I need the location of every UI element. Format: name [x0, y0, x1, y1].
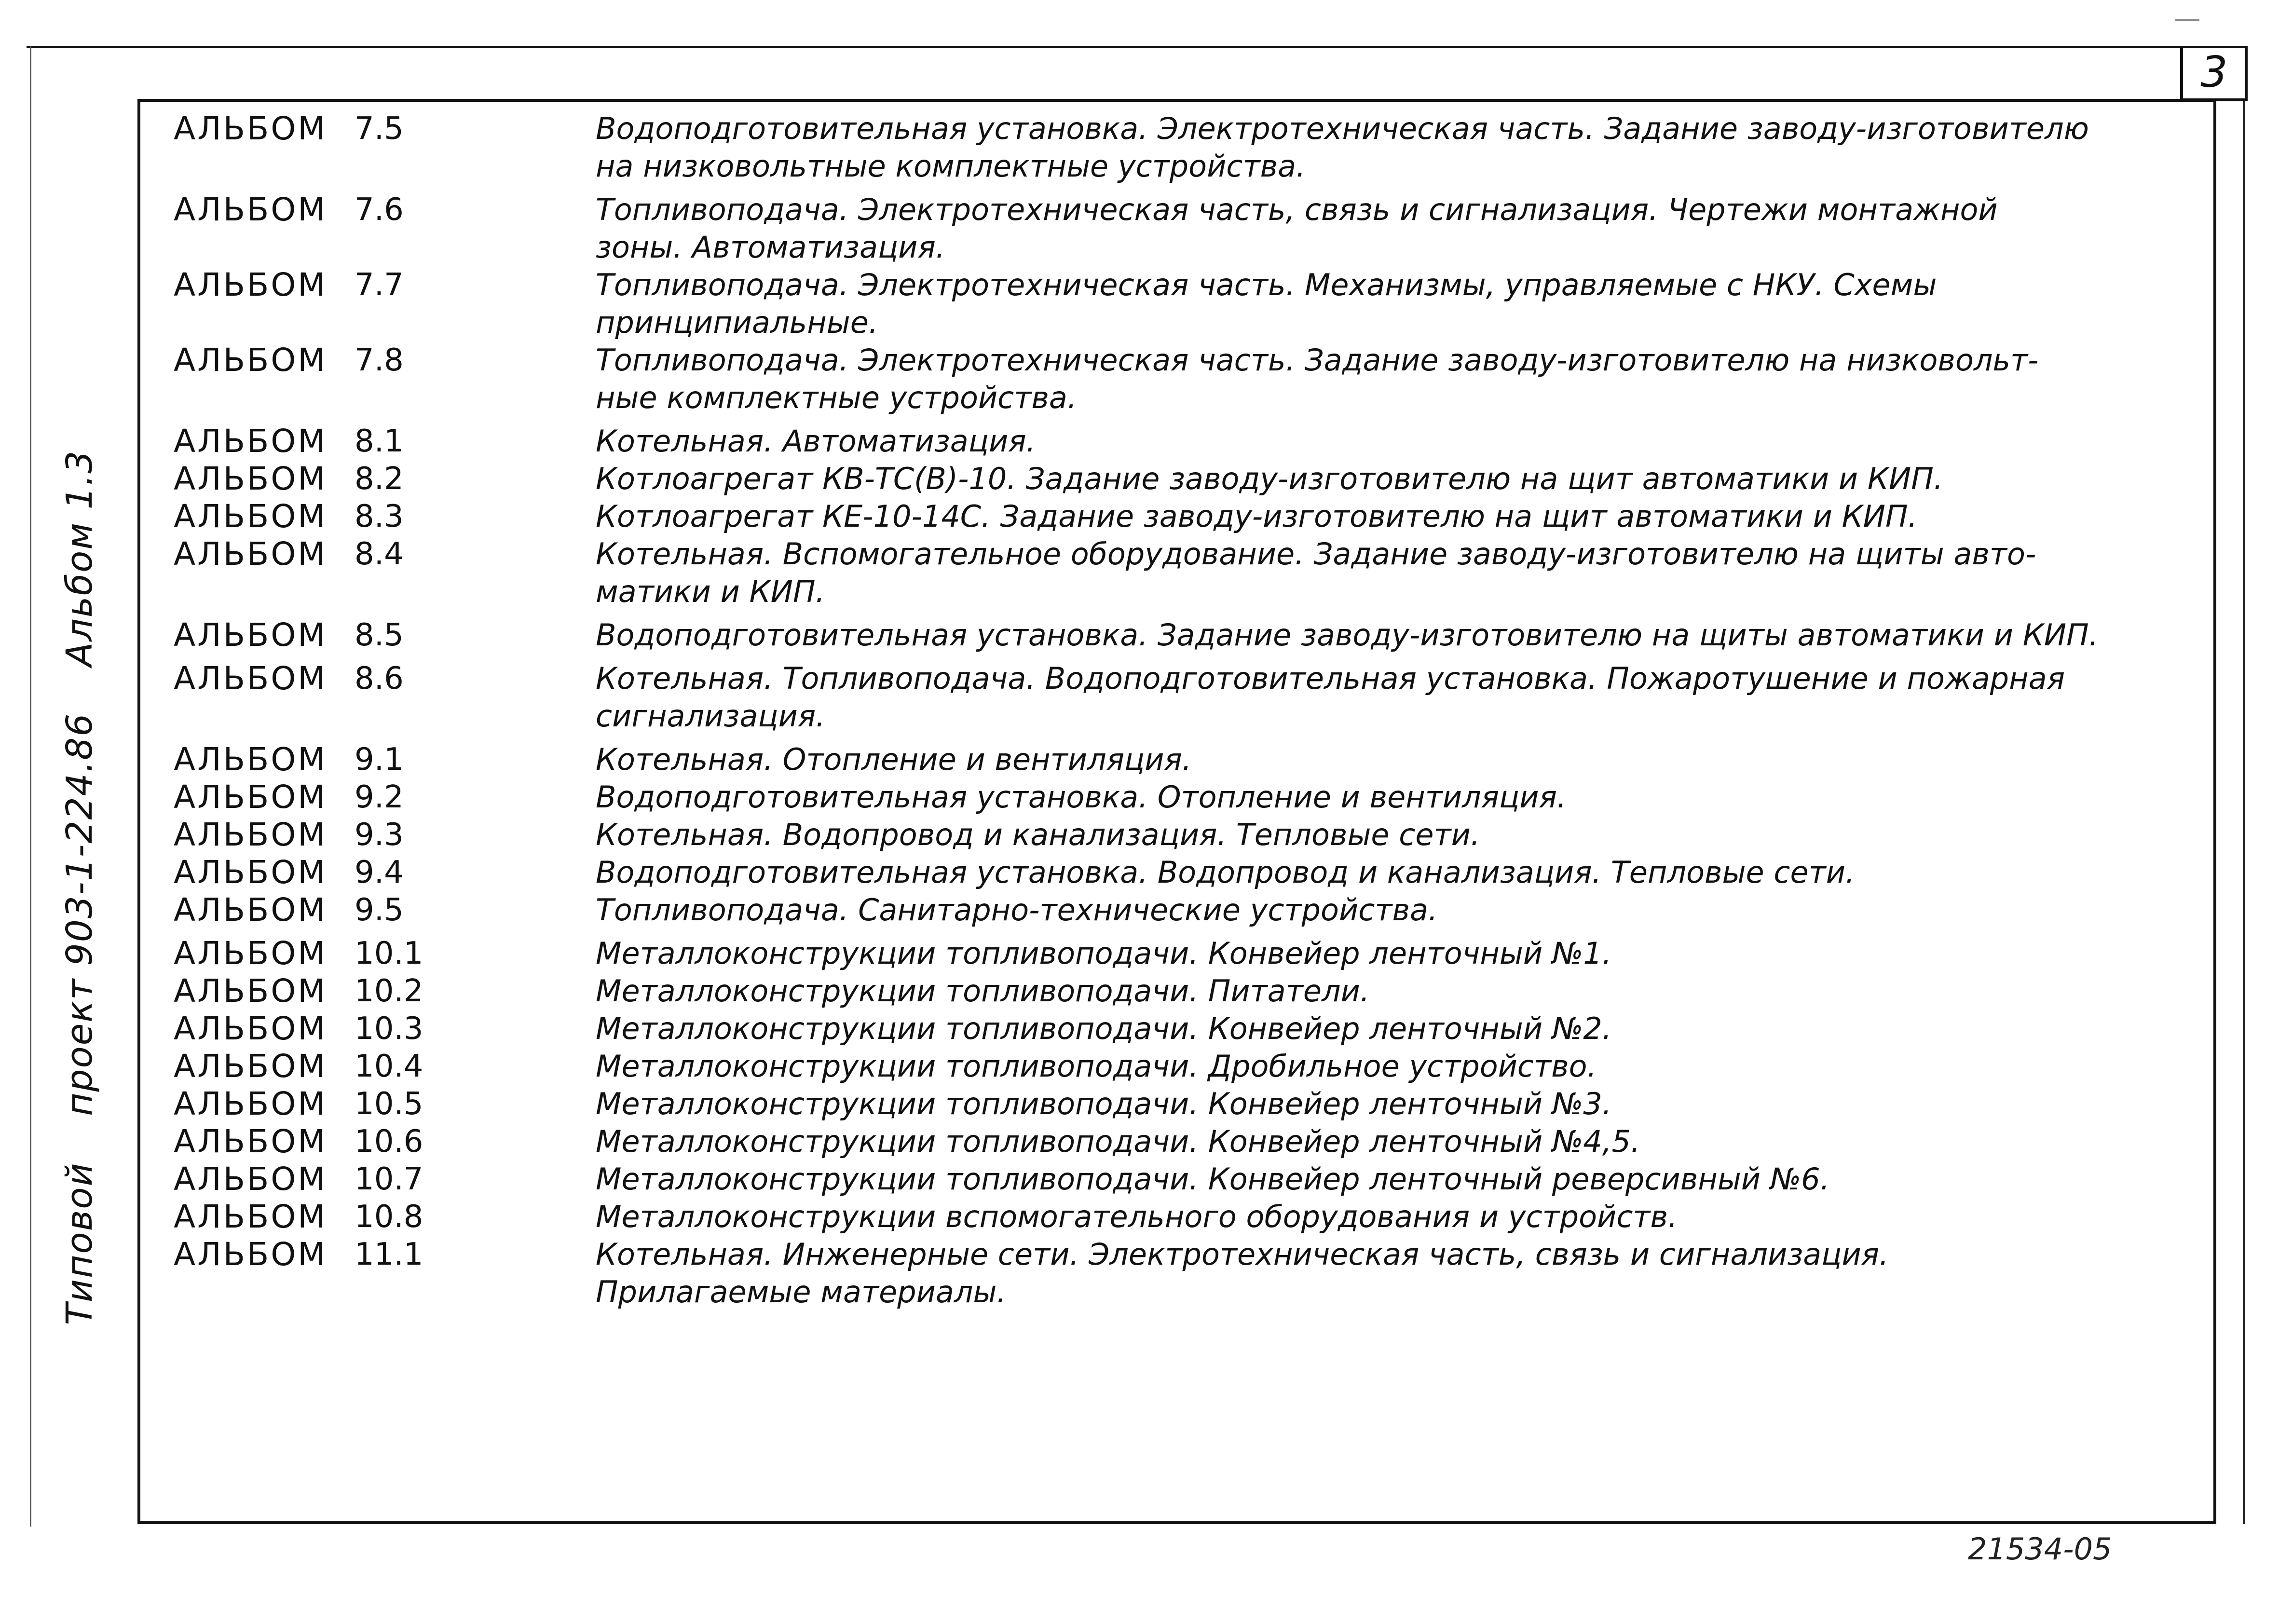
album-description: Металлоконструкции топливоподачи. Конвейер ленточный №4,5. [596, 1124, 1640, 1159]
album-description-continuation: ные комплектные устройства. [596, 380, 1077, 415]
corner-mark [2175, 19, 2199, 21]
album-row [174, 535, 2199, 573]
album-description: Топливоподача. Электротехническая часть, связь и сигнализация. Чертежи монтажной [596, 192, 1998, 227]
album-label: АЛЬБОМ [174, 423, 328, 460]
album-description: Котельная. Вспомогательное оборудование. Задание заводу-изготовителю на щиты авто- [596, 536, 2036, 572]
album-row [174, 498, 2199, 535]
album-label: АЛЬБОМ [174, 535, 328, 573]
album-description: Металлоконструкции топливоподачи. Дробильное устройство. [596, 1049, 1597, 1084]
album-number: 9.1 [355, 742, 404, 778]
album-number: 10.3 [355, 1011, 423, 1047]
album-number: 10.4 [355, 1049, 423, 1084]
album-number: 7.5 [355, 111, 404, 147]
album-label: АЛЬБОМ [174, 854, 328, 891]
album-row [174, 1010, 2199, 1048]
album-row [174, 816, 2199, 854]
album-label: АЛЬБОМ [174, 660, 328, 697]
page-number: 3 [2200, 47, 2228, 97]
album-number: 9.4 [355, 855, 404, 890]
album-number: 10.1 [355, 936, 423, 971]
album-number: 10.2 [355, 973, 423, 1009]
album-row [174, 972, 2199, 1010]
album-label: АЛЬБОМ [174, 778, 328, 816]
album-description: Котельная. Водопровод и канализация. Тепловые сети. [596, 817, 1480, 852]
album-number: 10.6 [355, 1124, 423, 1160]
album-description-continuation: зоны. Автоматизация. [596, 230, 945, 265]
album-row [174, 935, 2199, 972]
album-description: Котельная. Топливоподача. Водоподготовительная установка. Пожаротушение и пожарная [596, 661, 2065, 696]
album-description: Котлоагрегат КВ-ТС(В)-10. Задание заводу-изготовителю на щит автоматики и КИП. [596, 461, 1943, 496]
album-label: АЛЬБОМ [174, 741, 328, 778]
album-number: 9.5 [355, 892, 404, 928]
album-row [174, 1123, 2199, 1160]
album-description: Котельная. Инженерные сети. Электротехническая часть, связь и сигнализация. [596, 1237, 1889, 1272]
frame-right-line [2243, 99, 2245, 1524]
album-description: Металлоконструкции топливоподачи. Конвейер ленточный №2. [596, 1011, 1612, 1046]
album-description: Водоподготовительная установка. Задание заводу-изготовителю на щиты автоматики и КИП. [596, 617, 2099, 653]
album-description: Топливоподача. Электротехническая часть. Задание заводу-изготовителю на низковольт- [596, 342, 2039, 378]
album-label: АЛЬБОМ [174, 1123, 328, 1160]
album-number: 7.7 [355, 267, 404, 303]
album-row [174, 1198, 2199, 1236]
album-label: АЛЬБОМ [174, 1085, 328, 1122]
album-description: Котельная. Отопление и вентиляция. [596, 742, 1192, 777]
album-description: Металлоконструкции топливоподачи. Конвейер ленточный №3. [596, 1086, 1612, 1121]
album-label: АЛЬБОМ [174, 498, 328, 535]
album-row [174, 110, 2199, 148]
sheet-left-border [30, 46, 31, 1527]
album-label: АЛЬБОМ [174, 616, 328, 654]
album-label: АЛЬБОМ [174, 191, 328, 228]
album-label: АЛЬБОМ [174, 1160, 328, 1198]
album-label: АЛЬБОМ [174, 341, 328, 379]
album-label: АЛЬБОМ [174, 891, 328, 928]
page-number-box [2180, 46, 2248, 101]
album-number: 7.6 [355, 192, 404, 228]
album-number: 9.3 [355, 817, 404, 853]
album-label: АЛЬБОМ [174, 816, 328, 853]
album-number: 11.1 [355, 1237, 423, 1272]
album-description: Котлоагрегат КЕ-10-14С. Задание заводу-изготовителю на щит автоматики и КИП. [596, 499, 1918, 534]
album-number: 8.2 [355, 461, 404, 497]
side-stamp [59, 450, 100, 1325]
album-description: Водоподготовительная установка. Электротехническая часть. Задание заводу-изготовителю [596, 111, 2089, 146]
side-stamp-type: Типовой [59, 1162, 100, 1325]
album-row [174, 1236, 2199, 1273]
album-row [174, 1085, 2199, 1123]
album-row [174, 778, 2199, 816]
album-description: Металлоконструкции топливоподачи. Питатели. [596, 973, 1370, 1009]
album-label: АЛЬБОМ [174, 460, 328, 497]
album-number: 10.5 [355, 1086, 423, 1122]
album-description-continuation: матики и КИП. [596, 574, 825, 609]
album-row [174, 341, 2199, 379]
album-row [174, 741, 2199, 778]
album-row [174, 1048, 2199, 1085]
album-row [174, 616, 2199, 654]
album-label: АЛЬБОМ [174, 110, 328, 147]
album-row [174, 191, 2199, 229]
album-description: Металлоконструкции топливоподачи. Конвейер ленточный №1. [596, 936, 1612, 971]
album-description-continuation: сигнализация. [596, 698, 825, 734]
album-label: АЛЬБОМ [174, 1010, 328, 1047]
album-label: АЛЬБОМ [174, 972, 328, 1010]
side-stamp-album: Альбом 1.3 [59, 450, 100, 667]
album-label: АЛЬБОМ [174, 266, 328, 303]
album-row [174, 1160, 2199, 1198]
album-description: Котельная. Автоматизация. [596, 423, 1036, 459]
album-number: 8.3 [355, 499, 404, 534]
album-list [174, 110, 2199, 1311]
album-label: АЛЬБОМ [174, 1198, 328, 1235]
album-description: Водоподготовительная установка. Отопление и вентиляция. [596, 779, 1567, 815]
album-description: Топливоподача. Санитарно-технические устройства. [596, 892, 1438, 928]
album-row [174, 891, 2199, 929]
album-description: Металлоконструкции топливоподачи. Конвейер ленточный реверсивный №6. [596, 1161, 1830, 1197]
album-description: Водоподготовительная установка. Водопровод и канализация. Тепловые сети. [596, 855, 1855, 890]
album-row [174, 423, 2199, 460]
album-label: АЛЬБОМ [174, 1236, 328, 1273]
album-number: 7.8 [355, 342, 404, 378]
album-row [174, 266, 2199, 341]
album-label: АЛЬБОМ [174, 1048, 328, 1085]
album-number: 10.7 [355, 1161, 423, 1197]
album-row [174, 660, 2199, 697]
album-number: 9.2 [355, 779, 404, 815]
album-number: 8.1 [355, 423, 404, 459]
sheet-top-border [27, 46, 2248, 48]
album-number: 8.5 [355, 617, 404, 653]
album-number: 8.6 [355, 661, 404, 696]
album-number: 10.8 [355, 1199, 423, 1235]
album-description-continuation: Прилагаемые материалы. [596, 1274, 1007, 1310]
document-code: 21534-05 [1968, 1531, 2112, 1567]
album-description-continuation: на низковольтные комплектные устройства. [596, 149, 1306, 184]
side-stamp-project: проект 903-1-224.86 [59, 712, 100, 1116]
album-number: 8.4 [355, 536, 404, 572]
album-description: Топливоподача. Электротехническая часть. Механизмы, управляемые с НКУ. Схемы принципиальные. [596, 267, 1937, 340]
album-row [174, 854, 2199, 891]
album-row [174, 460, 2199, 498]
album-description: Металлоконструкции вспомогательного оборудования и устройств. [596, 1199, 1678, 1234]
album-label: АЛЬБОМ [174, 935, 328, 972]
